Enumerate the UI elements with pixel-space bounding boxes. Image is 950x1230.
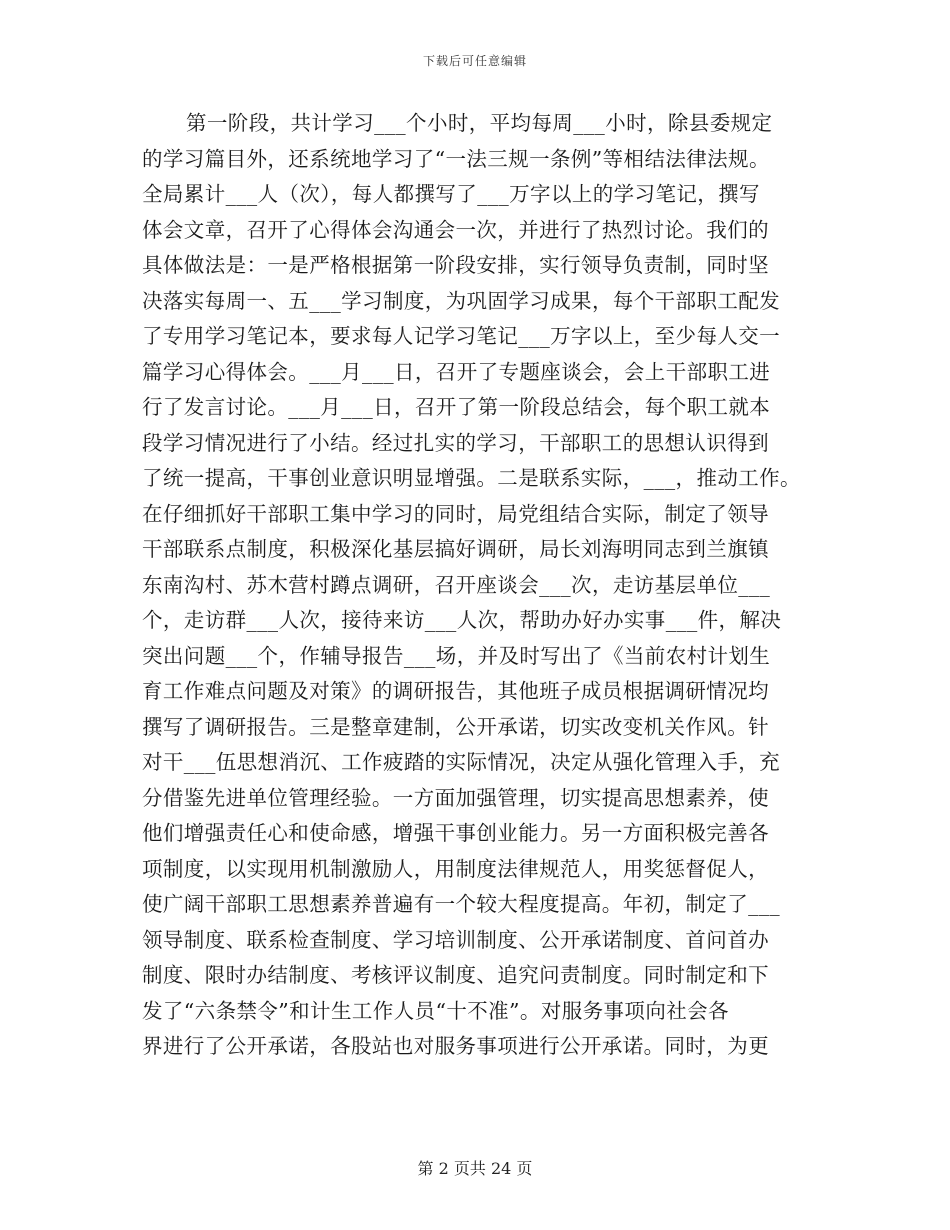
body-line: 具体做法是：一是严格根据第一阶段安排，实行领导负责制，同时坚 xyxy=(142,253,769,277)
body-line: 界进行了公开承诺，各股站也对服务事项进行公开承诺。同时，为更 xyxy=(142,1034,769,1058)
body-line: 制度、限时办结制度、考核评议制度、追究问责制度。同时制定和下 xyxy=(142,963,769,987)
body-line: 干部联系点制度，积极深化基层搞好调研，局长刘海明同志到兰旗镇 xyxy=(142,537,769,561)
body-line: 分借鉴先进单位管理经验。一方面加强管理，切实提高思想素养，使 xyxy=(142,785,769,810)
body-line: 使广阔干部职工思想素养普遍有一个较大程度提高。年初，制定了___ xyxy=(142,892,781,916)
body-line: 发了“六条禁令”和计生工作人员“十不准”。对服务事项向社会各 xyxy=(142,998,729,1023)
body-line: 个，走访群___人次，接待来访___人次，帮助办好办实事___件，解决 xyxy=(142,608,782,632)
body-line: 对干___伍思想消沉、工作疲踏的实际情况，决定从强化管理入手，充 xyxy=(142,750,781,774)
body-line: 领导制度、联系检查制度、学习培训制度、公开承诺制度、首问首办 xyxy=(142,927,769,952)
body-line: 了统一提高，干事创业意识明显增强。二是联系实际，___，推动工作。 xyxy=(142,466,801,490)
body-line: 全局累计___人（次），每人都撰写了___万字以上的学习笔记，撰写 xyxy=(142,182,760,206)
body-line: 段学习情况进行了小结。经过扎实的学习，干部职工的思想认识得到 xyxy=(142,430,769,455)
body-line: 育工作难点问题及对策》的调研报告，其他班子成员根据调研情况均 xyxy=(142,679,769,703)
page-header: 下载后可任意编辑 xyxy=(422,54,527,68)
body-line: 了专用学习笔记本，要求每人记学习笔记___万字以上，至少每人交一 xyxy=(142,324,781,348)
body-line: 东南沟村、苏木营村蹲点调研，召开座谈会___次，走访基层单位___ xyxy=(142,572,771,597)
page-number: 第 2 页共 24 页 xyxy=(417,1159,533,1178)
body-line: 体会文章，召开了心得体会沟通会一次，并进行了热烈讨论。我们的 xyxy=(142,217,769,242)
body-line: 项制度，以实现用机制激励人，用制度法律规范人，用奖惩督促人， xyxy=(142,856,769,881)
body-line: 撰写了调研报告。三是整章建制，公开承诺，切实改变机关作风。针 xyxy=(142,714,769,739)
body-line: 篇学习心得体会。___月___日，召开了专题座谈会，会上干部职工进 xyxy=(142,359,771,384)
body-line: 的学习篇目外，还系统地学习了“一法三规一条例”等相结法律法规。 xyxy=(142,146,770,171)
document-body xyxy=(142,106,808,1065)
body-line: 决落实每周一、五___学习制度，为巩固学习成果，每个干部职工配发 xyxy=(142,288,781,313)
body-line: 在仔细抓好干部职工集中学习的同时，局党组结合实际，制定了领导 xyxy=(142,501,769,526)
body-line: 第一阶段，共计学习___个小时，平均每周___小时，除县委规定 xyxy=(186,111,773,135)
body-line: 他们增强责任心和使命感，增强干事创业能力。另一方面积极完善各 xyxy=(142,821,769,845)
body-line: 行了发言讨论。___月___日，召开了第一阶段总结会，每个职工就本 xyxy=(142,395,771,419)
body-line: 突出问题___个，作辅导报告___场，并及时写出了《当前农村计划生 xyxy=(142,643,771,668)
